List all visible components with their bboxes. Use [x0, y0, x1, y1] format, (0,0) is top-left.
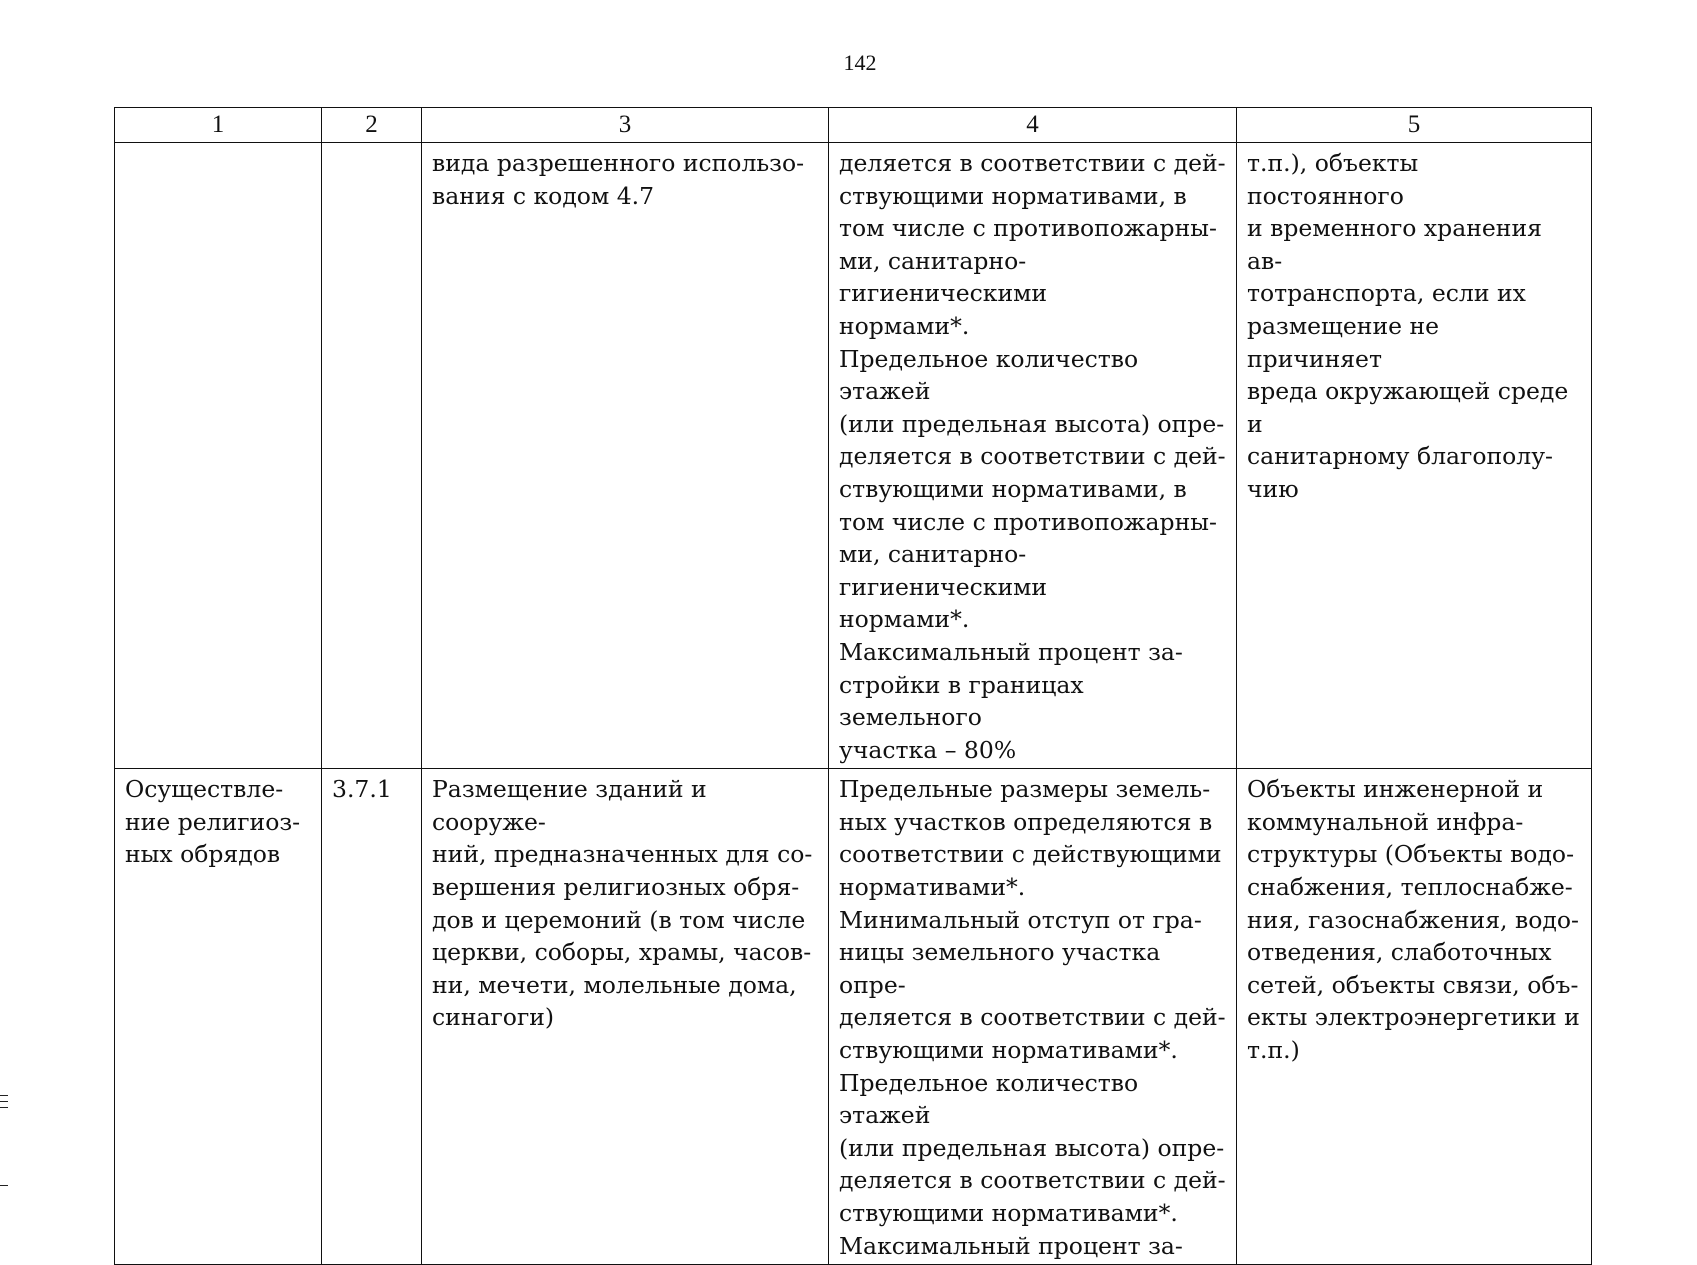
auxiliary-uses-cell: Объекты инженерной и коммунальной инфра- структуры (Объекты водо- снабжения, теплоснабже- ния, газоснабжения, водо- отведения, слаботочных сетей, объекты связи, объ- екты электроэнергетики и т.п.)	[1237, 769, 1592, 1265]
use-description-cell: вида разрешенного использо- вания с кодом 4.7	[422, 143, 829, 769]
use-code-cell: 3.7.1	[322, 769, 422, 1265]
parameters-cell: деляется в соответствии с дей- ствующими нормативами, в том числе с противопожарны- ми, санитарно-гигиеническими нормами*. Предельное количество этажей (или предельная высота) опре- деляется в соответствии с дей- ствующими нормативами, в том числе с противопожарны- ми, санитарно-гигиеническими нормами*. Максимальный процент за- стройки в границах земельного участка – 80%	[829, 143, 1237, 769]
parameters-cell: Предельные размеры земель- ных участков определяются в соответствии с действующими нормативами*. Минимальный отступ от гра- ницы земельного участка опре- деляется в соответствии с дей- ствующими нормативами*. Предельное количество этажей (или предельная высота) опре- деляется в соответствии с дей- ствующими нормативами*. Максимальный процент за-	[829, 769, 1237, 1265]
margin-mark	[0, 1107, 8, 1108]
page-number: 142	[843, 50, 877, 75]
margin-mark	[0, 1101, 8, 1102]
header-cell-2: 2	[322, 108, 422, 143]
auxiliary-uses-cell: т.п.), объекты постоянного и временного хранения ав- тотранспорта, если их размещение не причиняет вреда окружающей среде и санитарному благополу- чию	[1237, 143, 1592, 769]
use-type-cell	[115, 143, 322, 769]
header-cell-4: 4	[829, 108, 1237, 143]
use-code-cell	[322, 143, 422, 769]
table-row	[115, 143, 1592, 769]
margin-mark	[0, 1185, 8, 1186]
header-cell-5: 5	[1237, 108, 1592, 143]
regulations-table	[114, 107, 1592, 1265]
table-header-row	[115, 108, 1592, 143]
use-description-cell: Размещение зданий и сооруже- ний, предназначенных для со- вершения религиозных обря- дов и церемоний (в том числе церкви, соборы, храмы, часов- ни, мечети, молельные дома, синагоги)	[422, 769, 829, 1265]
header-cell-3: 3	[422, 108, 829, 143]
use-type-cell: Осуществле- ние религиоз- ных обрядов	[115, 769, 322, 1265]
margin-mark	[0, 1095, 8, 1096]
header-cell-1: 1	[115, 108, 322, 143]
table-row	[115, 769, 1592, 1265]
